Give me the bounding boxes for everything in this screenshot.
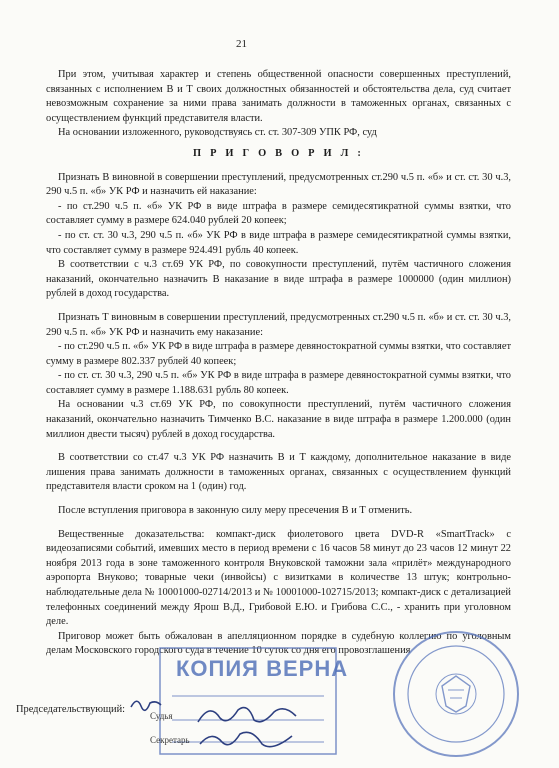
verdict-title: П Р И Г О В О Р И Л : [192,147,365,159]
paragraph-guilty-v: Признать В виновной в совершении преступлений, предусмотренных ст.290 ч.5 п. «б» и ст. ст. 30 ч.3, 290 ч.5 п. «б» УК РФ и назначить ей наказание: [46,171,511,198]
paragraph-guilty-t: Признать Т виновным в совершении преступлений, предусмотренных ст.290 ч.5 п. «б» и ст. ст. 30 ч.3, 290 ч.5 п. «б» УК РФ и назначить ему наказание: [46,311,511,338]
paragraph-additional-penalty: В соответствии со ст.47 ч.3 УК РФ назначить В и Т каждому, дополнительное наказание в виде лишения права занимать должности в таможенных органах, связанных с осуществлением функций представителя власти сроком на 1 (один) год. [46,452,511,493]
secretary-signature-icon [196,726,296,754]
paragraph-evidence: Вещественные доказательства: компакт-диск фиолетового цвета DVD-R «SmartTrack» с видеозаписями событий, имевших место в период времени с 16 часов 58 минут до 23 часов 12 минут 22 ноября 2013 года в зоне таможенного контроля Внуковской таможни зала «прилёт» международного аэропорта Внуково; товарные чеки (инвойсы) с визитками в количестве 13 штук; контрольно-наблюдательные дела № 10001000-02714/2013 и № 10001000-102715/2013; компакт-диск с детализацией телефонных соединений между Ярош В.Д., Грибовой Е.Ю. и Грибова С.С., - хранить при уголовном деле. [46,528,511,628]
secretary-label: Секретарь [150,735,190,745]
paragraph-penalty-t-1: - по ст.290 ч.5 п. «б» УК РФ в виде штрафа в размере девяностократной суммы взятки, что составляет сумму в размере 802.337 рублей 40 копеек; [46,341,511,367]
verdict-text [46,68,511,659]
paragraph-considerations: При этом, учитывая характер и степень общественной опасности совершенных преступлений, связанных с исполнением В и Т своих должностных обязанностей и обстоятельства дела, суд считает невозможным сохранение за ними права занимать должности в таможенных органах, связанных с осуществлением функций представителя власти. [46,69,511,124]
judge-signature-icon [192,700,302,730]
paragraph-grounds: На основании изложенного, руководствуясь ст. ст. 307-309 УПК РФ, суд [58,127,377,139]
paragraph-preventive-measure: После вступления приговора в законную силу меру пресечения В и Т отменить. [58,505,413,517]
paragraph-final-v: В соответствии с ч.3 ст.69 УК РФ, по совокупности преступлений, путём частичного сложения наказаний, окончательно назначить В наказание в виде штрафа в размере 1000000 (один миллион) рублей в доход государства. [46,259,511,300]
paragraph-penalty-v-1: - по ст.290 ч.5 п. «б» УК РФ в виде штрафа в размере семидесятикратной суммы взятки, что составляет сумму в размере 624.040 рублей 20 копеек; [46,200,511,227]
paragraph-final-t: На основании ч.3 ст.69 УК РФ, по совокупности преступлений, путём частичного сложения наказаний, окончательно назначить Тимченко В.С. наказание в виде штрафа в размере 1.200.000 (один миллион двести тысяч) рублей в доход государства. [46,399,511,440]
paragraph-penalty-v-2: - по ст. ст. 30 ч.3, 290 ч.5 п. «б» УК РФ в виде штрафа в размере семидесятикратной суммы взятки, что составляет сумму в размере 924.491 рубль 40 копеек. [46,229,511,256]
paragraph-penalty-t-2: - по ст. ст. 30 ч.3, 290 ч.5 п. «б» УК РФ в виде штрафа в размере девяностократной суммы взятки, что составляет сумму в размере 1.188.631 рубль 80 копеек. [46,370,511,396]
presiding-judge-label: Председательствующий: [16,704,126,715]
paragraph-appeal: Приговор может быть обжалован в апелляционном порядке в судебную коллегию по уголовным делам Московского городского суда в течение 10 суток со дня его провозглашения [46,630,511,657]
judge-label: Судья [150,711,173,721]
page-number: 21 [236,38,247,50]
stamp-label: КОПИЯ ВЕРНА [176,656,349,681]
